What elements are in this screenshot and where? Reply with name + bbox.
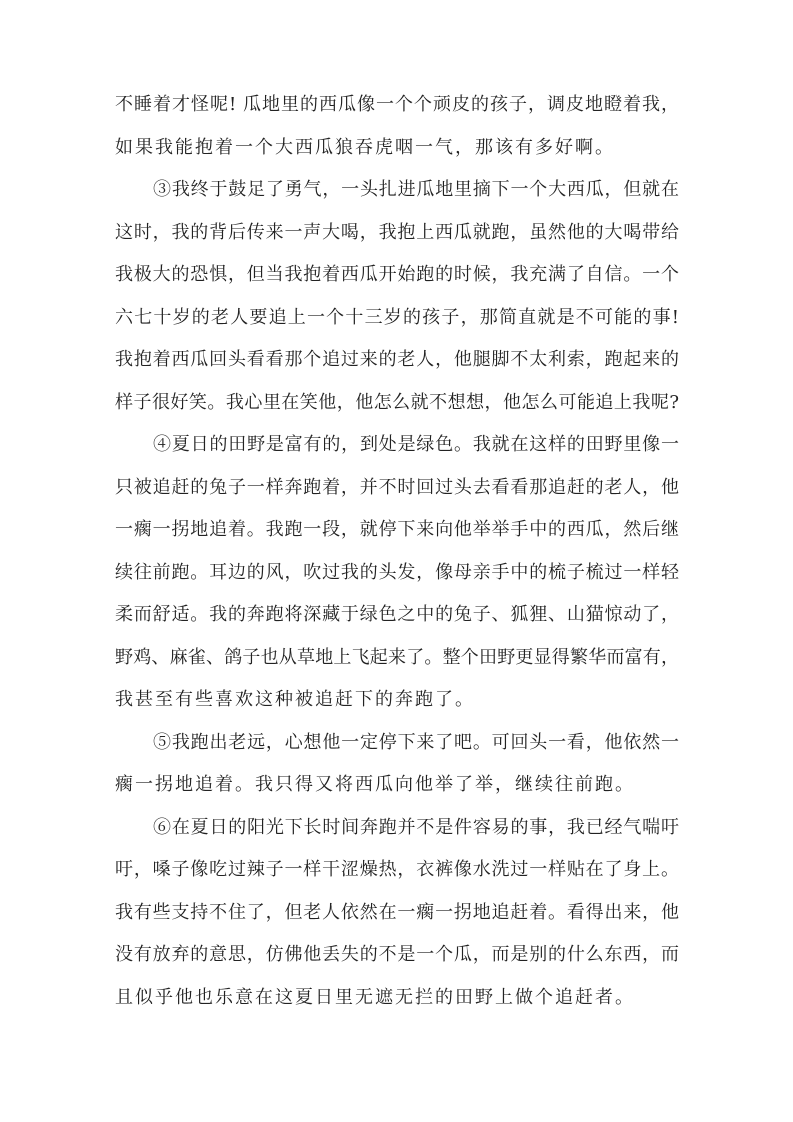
text-line: 没有放弃的意思，仿佛他丢失的不是一个瓜，而是别的什么东西，而 bbox=[115, 944, 679, 965]
text-line: ③我终于鼓足了勇气，一头扎进瓜地里摘下一个大西瓜，但就在 bbox=[153, 179, 679, 200]
text-line: 且似乎他也乐意在这夏日里无遮无拦的田野上做个追赶者。 bbox=[115, 986, 635, 1008]
text-line: 我抱着西瓜回头看看那个追过来的老人，他腿脚不太利索，跑起来的 bbox=[115, 349, 679, 370]
text-line: 六七十岁的老人要追上一个十三岁的孩子，那简直就是不可能的事! bbox=[115, 306, 679, 328]
text-line: ④夏日的田野是富有的，到处是绿色。我就在这样的田野里像一 bbox=[153, 434, 679, 455]
text-line: 我极大的恐惧，但当我抱着西瓜开始跑的时候，我充满了自信。一个 bbox=[115, 264, 679, 285]
text-line: 柔而舒适。我的奔跑将深藏于绿色之中的兔子、狐狸、山猫惊动了， bbox=[115, 604, 679, 625]
text-line: 一瘸一拐地追着。我跑一段，就停下来向他举举手中的西瓜，然后继 bbox=[115, 519, 679, 540]
text-line: 吁，嗓子像吃过辣子一样干涩燥热，衣裤像水洗过一样贴在了身上。 bbox=[115, 859, 679, 880]
text-line: 这时，我的背后传来一声大喝，我抱上西瓜就跑，虽然他的大喝带给 bbox=[115, 221, 679, 243]
text-line: 瘸一拐地追着。我只得又将西瓜向他举了举，继续往前跑。 bbox=[115, 774, 635, 795]
text-line: 样子很好笑。我心里在笑他，他怎么就不想想，他怎么可能追上我呢? bbox=[115, 391, 679, 413]
text-line: 不睡着才怪呢! 瓜地里的西瓜像一个个顽皮的孩子，调皮地瞪着我， bbox=[115, 94, 679, 115]
text-line: 续往前跑。耳边的风，吹过我的头发，像母亲手中的梳子梳过一样轻 bbox=[115, 561, 679, 583]
passage-text-block bbox=[115, 84, 679, 1019]
text-line: 我甚至有些喜欢这种被追赶下的奔跑了。 bbox=[115, 689, 475, 710]
text-line: ⑤我跑出老远，心想他一定停下来了吧。可回头一看，他依然一 bbox=[153, 731, 679, 753]
text-line: 如果我能抱着一个大西瓜狼吞虎咽一气，那该有多好啊。 bbox=[115, 136, 615, 158]
text-line: ⑥在夏日的阳光下长时间奔跑并不是件容易的事，我已经气喘吁 bbox=[153, 816, 679, 838]
text-line: 我有些支持不住了，但老人依然在一瘸一拐地追赶着。看得出来，他 bbox=[115, 901, 679, 923]
text-line: 只被追赶的兔子一样奔跑着，并不时回过头去看看那追赶的老人，他 bbox=[115, 476, 679, 498]
text-line: 野鸡、麻雀、鸽子也从草地上飞起来了。整个田野更显得繁华而富有， bbox=[115, 646, 679, 668]
